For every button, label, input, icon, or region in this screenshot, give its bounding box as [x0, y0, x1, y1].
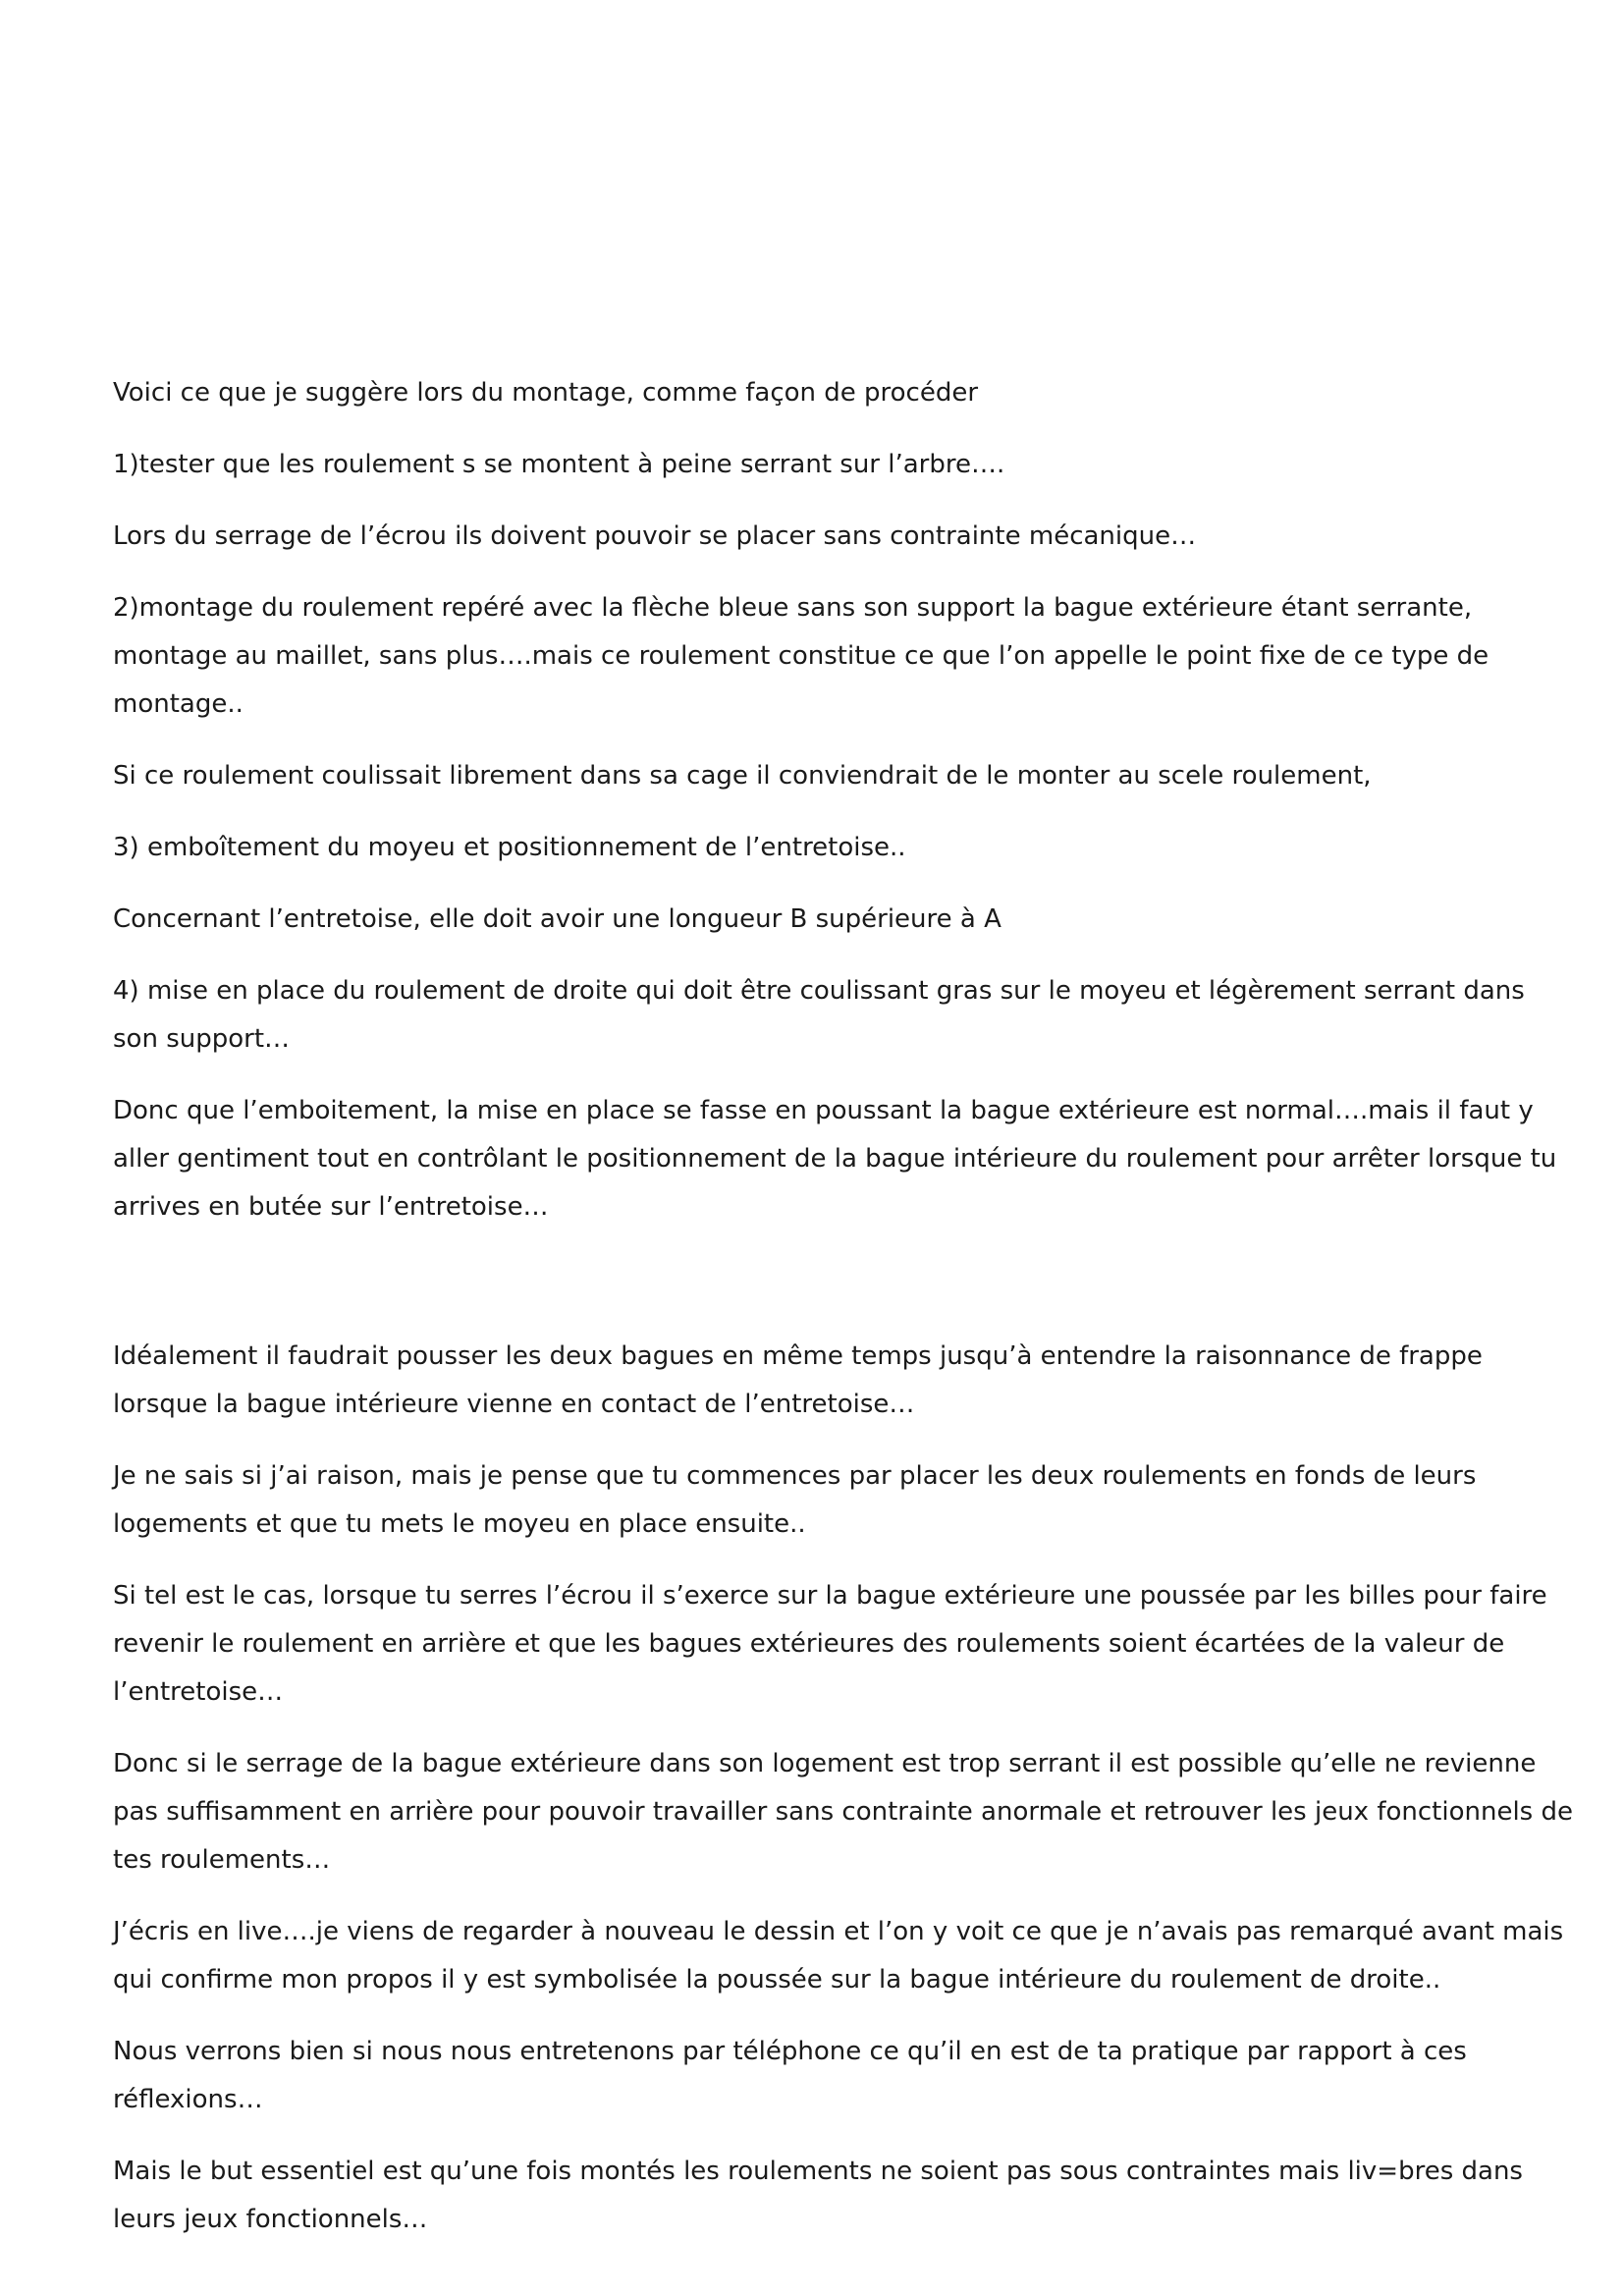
paragraph-step-2: 2)montage du roulement repéré avec la flèche bleue sans son support la bague extérieure étant serrante, montage au maillet, sans plus….mais ce roulement constitue ce que l’on appelle le point fixe de ce type de montage..: [113, 593, 1489, 719]
paragraph-assumption: Je ne sais si j’ai raison, mais je pense que tu commences par placer les deux roulements en fonds de leurs logements et que tu mets le moyeu en place ensuite..: [113, 1461, 1477, 1539]
paragraph-step-4: 4) mise en place du roulement de droite qui doit être coulissant gras sur le moyeu et légèrement serrant dans son support…: [113, 976, 1525, 1054]
paragraph-goal: Mais le but essentiel est qu’une fois montés les roulements ne soient pas sous contraintes mais liv=bres dans leurs jeux fonctionnels…: [113, 2157, 1523, 2234]
paragraph-nut-tightening: Lors du serrage de l’écrou ils doivent pouvoir se placer sans contrainte mécanique…: [113, 521, 1197, 551]
paragraph-step-3: 3) emboîtement du moyeu et positionnement de l’entretoise..: [113, 833, 906, 862]
paragraph-step-1: 1)tester que les roulement s se montent à peine serrant sur l’arbre….: [113, 450, 1005, 479]
paragraph-intro: Voici ce que je suggère lors du montage, comme façon de procéder: [113, 378, 979, 408]
letter-body: [113, 369, 1576, 2268]
paragraph-fitting: Donc que l’emboitement, la mise en place se fasse en poussant la bague extérieure est normal….mais il faut y aller gentiment tout en contrôlant le positionnement de la bague intérieure du roulement pour arrêter lorsque tu arrives en butée sur l’entretoise…: [113, 1096, 1557, 1222]
paragraph-case: Si tel est le cas, lorsque tu serres l’écrou il s’exerce sur la bague extérieure une poussée par les billes pour faire revenir le roulement en arrière et que les bagues extérieures des roulements soient écartées de la valeur de l’entretoise…: [113, 1581, 1547, 1707]
paragraph-live: J’écris en live….je viens de regarder à nouveau le dessin et l’on y voit ce que je n’avais pas remarqué avant mais qui confirme mon propos il y est symbolisée la poussée sur la bague intérieure du roulement de droite..: [113, 1917, 1564, 1995]
paragraph-sliding-bearing: Si ce roulement coulissait librement dans sa cage il conviendrait de le monter au scele roulement,: [113, 761, 1372, 791]
paragraph-too-tight: Donc si le serrage de la bague extérieure dans son logement est trop serrant il est possible qu’elle ne revienne pas suffisamment en arrière pour pouvoir travailler sans contrainte anormale et retrouver les jeux fonctionnels de tes roulements…: [113, 1749, 1573, 1875]
paragraph-ideal: Idéalement il faudrait pousser les deux bagues en même temps jusqu’à entendre la raisonnance de frappe lorsque la bague intérieure vienne en contact de l’entretoise…: [113, 1341, 1483, 1419]
paragraph-phone: Nous verrons bien si nous nous entretenons par téléphone ce qu’il en est de ta pratique par rapport à ces réflexions…: [113, 2037, 1467, 2114]
paragraph-spacer-length: Concernant l’entretoise, elle doit avoir une longueur B supérieure à A: [113, 904, 1001, 934]
